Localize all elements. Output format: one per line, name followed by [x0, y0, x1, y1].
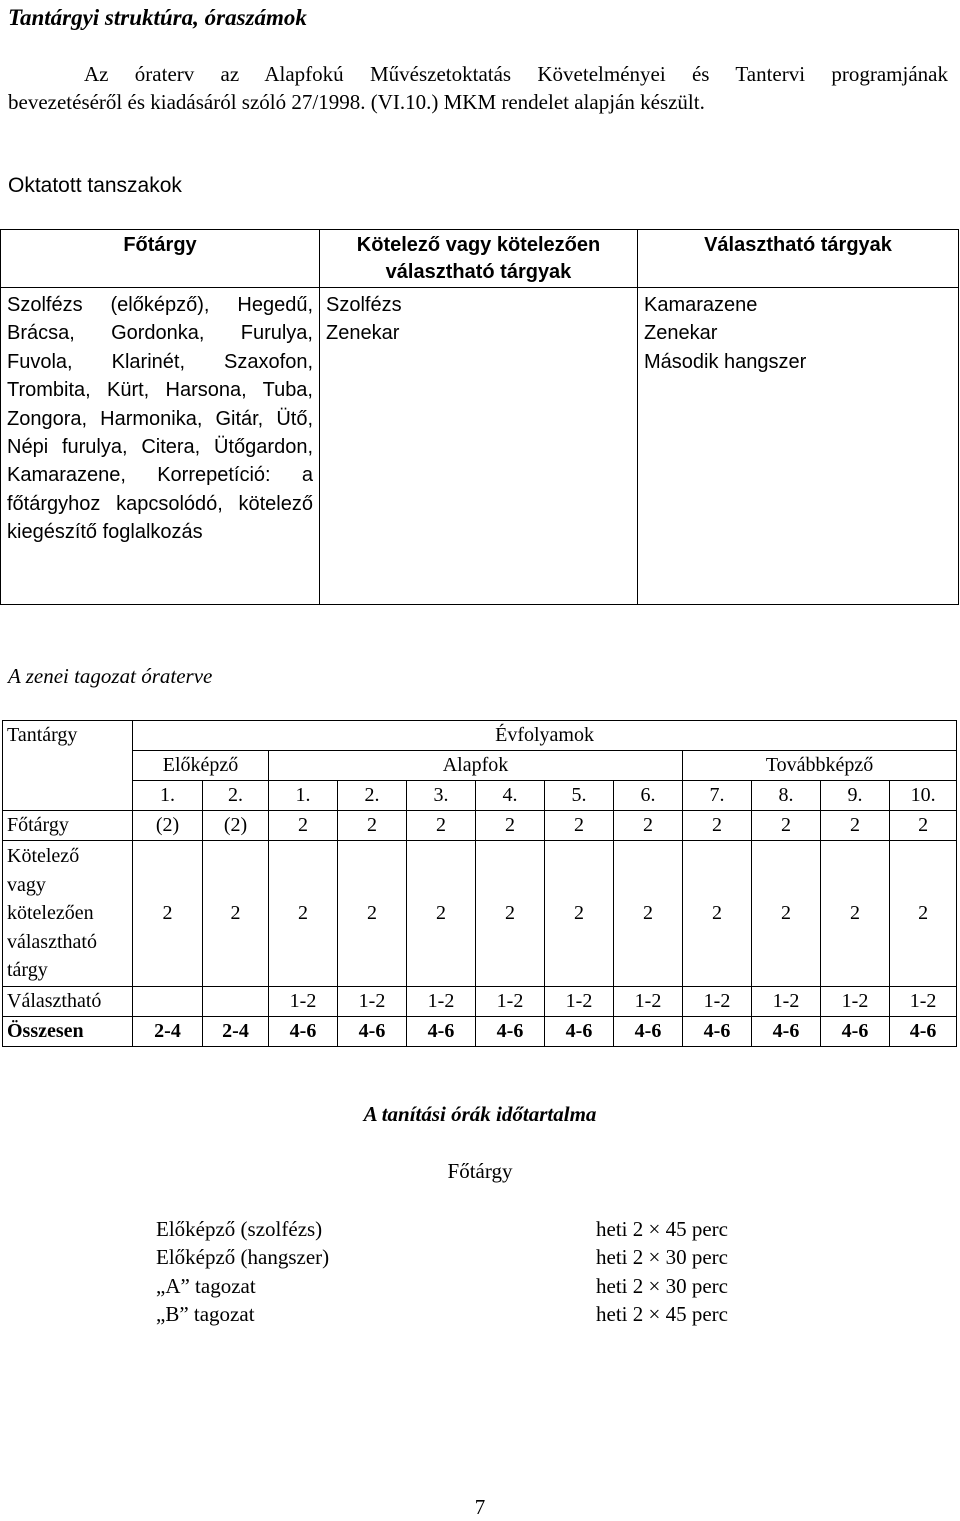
- grade-cell: 1.: [133, 781, 203, 811]
- hours-cell: 1-2: [752, 987, 821, 1017]
- hours-cell: 1-2: [338, 987, 407, 1017]
- departments-table: [0, 229, 959, 605]
- hours-cell: 4-6: [821, 1017, 890, 1047]
- optional-subject-item: Zenekar: [644, 322, 718, 345]
- hours-cell: 4-6: [476, 1017, 545, 1047]
- group-prep: Előképző: [133, 751, 269, 781]
- row-label-line: tárgy: [7, 959, 48, 982]
- hours-cell: 2: [683, 841, 752, 987]
- hours-cell: 1-2: [683, 987, 752, 1017]
- grade-cell: 10.: [890, 781, 957, 811]
- spacer-cell: [3, 781, 133, 811]
- hours-cell: 2: [203, 841, 269, 987]
- required-subjects-cell: [320, 288, 638, 605]
- hours-cell: 2: [821, 811, 890, 841]
- hours-cell: 2: [545, 811, 614, 841]
- main-subjects-text: Szolfézs (előképző), Hegedű, Brácsa, Gordonka, Furulya, Fuvola, Klarinét, Szaxofon, Trombita, Kürt, Harsona, Tuba, Zongora, Harmonika, Gitár, Ütő, Népi furulya, Citera, Ütőgardon, Kamarazene, Korrepetíció: a főtárgyhoz kapcsolódó, kötelező kiegészítő foglalkozás: [1, 288, 320, 605]
- table-row: [3, 841, 957, 987]
- row-label-line: Kötelező: [7, 845, 80, 868]
- row-label-line: vagy: [7, 873, 46, 896]
- duration-label: Előképző (szolfézs): [156, 1217, 323, 1241]
- grade-cell: 6.: [614, 781, 683, 811]
- duration-label: Előképző (hangszer): [156, 1245, 330, 1269]
- group-basic: Alapfok: [269, 751, 683, 781]
- hours-cell: 1-2: [890, 987, 957, 1017]
- grade-cell: 7.: [683, 781, 752, 811]
- hours-cell: [203, 987, 269, 1017]
- hours-cell: 2-4: [203, 1017, 269, 1047]
- hours-cell: 4-6: [545, 1017, 614, 1047]
- hours-cell: 1-2: [269, 987, 338, 1017]
- hours-cell: 2: [614, 841, 683, 987]
- grade-cell: 8.: [752, 781, 821, 811]
- hours-cell: 2: [269, 841, 338, 987]
- duration-value: heti 2 × 45 perc: [596, 1217, 728, 1241]
- required-subject-item: Zenekar: [326, 322, 400, 345]
- hours-cell: 2-4: [133, 1017, 203, 1047]
- hours-cell: 2: [890, 841, 957, 987]
- duration-value: heti 2 × 45 perc: [596, 1302, 728, 1326]
- departments-heading: Oktatott tanszakok: [8, 174, 182, 197]
- optional-subject-item: Kamarazene: [644, 294, 758, 316]
- duration-heading: A tanítási órák időtartalma: [363, 1102, 597, 1126]
- duration-label: „A” tagozat: [156, 1274, 256, 1298]
- hours-cell: 4-6: [614, 1017, 683, 1047]
- duration-label: „B” tagozat: [156, 1302, 255, 1326]
- table-row: [3, 811, 957, 841]
- hours-cell: 2: [338, 811, 407, 841]
- group-advanced: Továbbképző: [683, 751, 957, 781]
- row-label: Összesen: [3, 1017, 133, 1047]
- duration-subheading: Főtárgy: [447, 1159, 513, 1183]
- hours-cell: 2: [821, 841, 890, 987]
- hours-cell: 1-2: [407, 987, 476, 1017]
- row-label-line: választható: [7, 930, 97, 953]
- hours-cell: 2: [614, 811, 683, 841]
- hours-cell: 1-2: [614, 987, 683, 1017]
- row-label-line: kötelezően: [7, 902, 94, 925]
- grade-cell: 2.: [203, 781, 269, 811]
- optional-subjects-cell: [638, 288, 959, 605]
- hours-cell: (2): [133, 811, 203, 841]
- col-required-subjects: Kötelező vagy kötelezően választható tárgyak: [320, 230, 638, 288]
- curriculum-heading: A zenei tagozat óraterve: [8, 664, 213, 688]
- hours-cell: 2: [338, 841, 407, 987]
- years-header: Évfolyamok: [133, 721, 957, 751]
- hours-cell: (2): [203, 811, 269, 841]
- col-main-subject: Főtárgy: [1, 230, 320, 288]
- curriculum-table: [2, 720, 957, 1047]
- intro-line-2: bevezetéséről és kiadásáról szóló 27/1998. (VI.10.) MKM rendelet alapján készült.: [8, 90, 705, 114]
- grade-cell: 2.: [338, 781, 407, 811]
- grade-cell: 4.: [476, 781, 545, 811]
- hours-cell: 2: [269, 811, 338, 841]
- hours-cell: 2: [133, 841, 203, 987]
- grade-cell: 1.: [269, 781, 338, 811]
- required-subject-item: Szolfézs: [326, 294, 402, 316]
- col-optional-subjects: Választható tárgyak: [638, 230, 959, 288]
- duration-value: heti 2 × 30 perc: [596, 1274, 728, 1298]
- hours-cell: 4-6: [683, 1017, 752, 1047]
- hours-cell: 2: [752, 811, 821, 841]
- page-title: Tantárgyi struktúra, óraszámok: [8, 5, 307, 30]
- hours-cell: 4-6: [338, 1017, 407, 1047]
- hours-cell: 1-2: [476, 987, 545, 1017]
- hours-cell: 2: [545, 841, 614, 987]
- table-row: [3, 987, 957, 1017]
- hours-cell: 1-2: [821, 987, 890, 1017]
- grade-cell: 9.: [821, 781, 890, 811]
- hours-cell: 2: [407, 811, 476, 841]
- duration-value: heti 2 × 30 perc: [596, 1245, 728, 1269]
- page-number: 7: [474, 1495, 486, 1519]
- spacer-cell: [3, 751, 133, 781]
- row-label: Választható: [3, 987, 133, 1017]
- hours-cell: 4-6: [890, 1017, 957, 1047]
- hours-cell: 2: [752, 841, 821, 987]
- grade-cell: 3.: [407, 781, 476, 811]
- hours-cell: [133, 987, 203, 1017]
- hours-cell: 2: [890, 811, 957, 841]
- grade-cell: 5.: [545, 781, 614, 811]
- intro-line-1: Az óraterv az Alapfokú Művészetoktatás Követelményei és Tantervi programjának: [84, 62, 948, 86]
- hours-cell: 2: [476, 841, 545, 987]
- row-label: [3, 841, 133, 987]
- hours-cell: 4-6: [752, 1017, 821, 1047]
- col-subject-header: Tantárgy: [3, 721, 133, 751]
- hours-cell: 4-6: [407, 1017, 476, 1047]
- row-label: Főtárgy: [3, 811, 133, 841]
- table-row-total: [3, 1017, 957, 1047]
- optional-subject-item: Második hangszer: [644, 350, 807, 373]
- hours-cell: 2: [476, 811, 545, 841]
- hours-cell: 2: [683, 811, 752, 841]
- hours-cell: 2: [407, 841, 476, 987]
- hours-cell: 4-6: [269, 1017, 338, 1047]
- hours-cell: 1-2: [545, 987, 614, 1017]
